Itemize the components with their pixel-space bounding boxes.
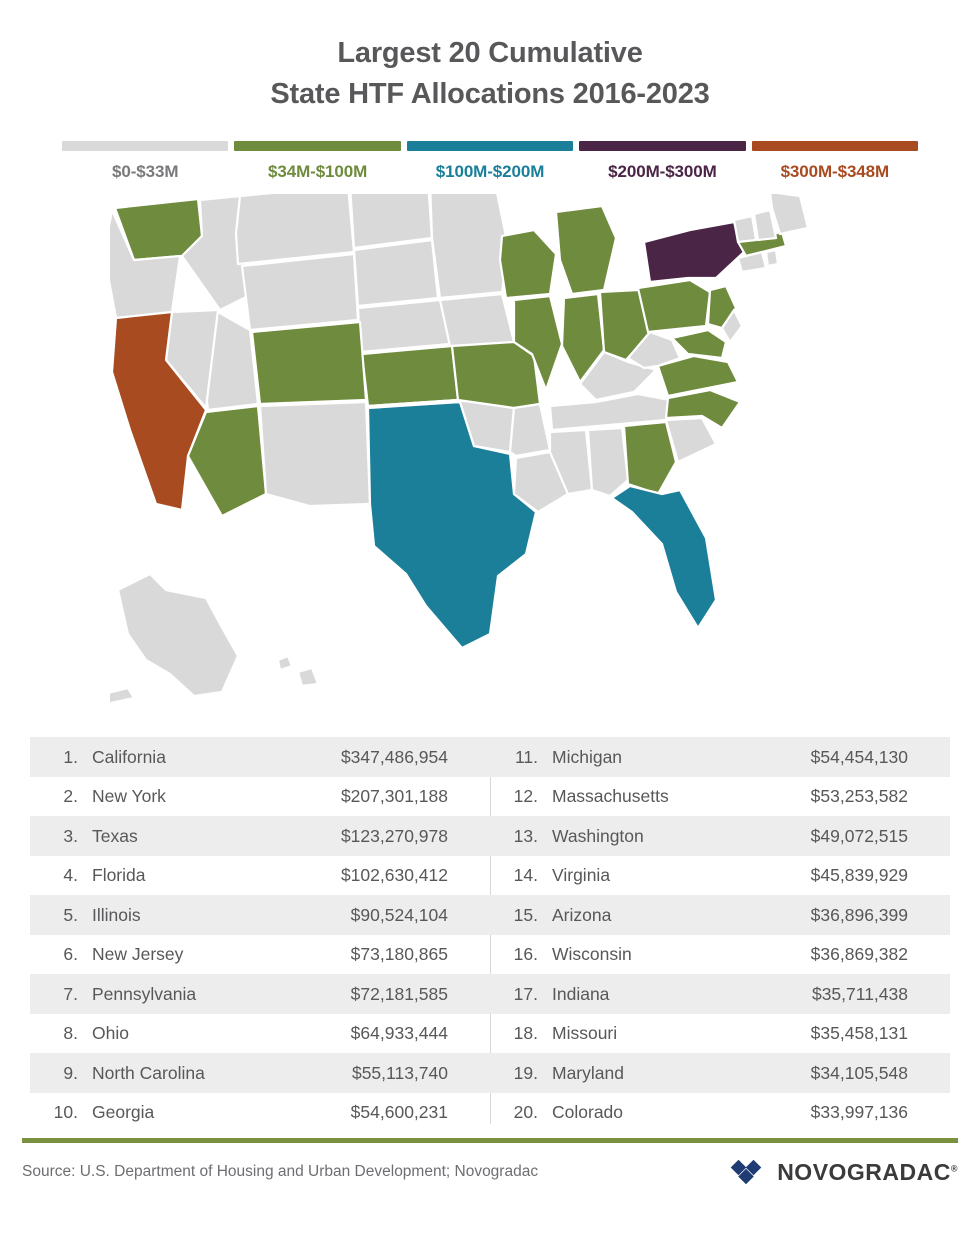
state-MN: [430, 194, 508, 298]
allocation-amount: $49,072,515: [810, 825, 908, 846]
table-row: [30, 1093, 490, 1133]
state-name: Colorado: [552, 1102, 624, 1123]
legend: [62, 141, 918, 182]
table-row: [30, 935, 490, 975]
legend-swatch-4: [752, 141, 918, 151]
rank: 7.: [63, 983, 78, 1004]
legend-item-2: [407, 141, 573, 182]
state-name: Pennsylvania: [92, 983, 197, 1004]
rank: 11.: [514, 746, 538, 767]
state-name: Illinois: [92, 904, 141, 925]
state-FL: [612, 486, 716, 628]
state-MO: [452, 342, 540, 408]
table-row: [490, 856, 950, 896]
legend-swatch-2: [407, 141, 573, 151]
legend-label-3: $200M-$300M: [608, 162, 717, 182]
state-name: New Jersey: [92, 944, 184, 965]
allocation-amount: $72,181,585: [350, 983, 448, 1004]
table-row: [30, 974, 490, 1014]
rank: 16.: [513, 944, 538, 965]
allocation-amount: $36,896,399: [810, 904, 908, 925]
state-RI: [766, 250, 778, 266]
title-line-1: Largest 20 Cumulative: [337, 37, 643, 69]
table-row: [490, 935, 950, 975]
rank: 13.: [513, 825, 538, 846]
rank: 4.: [63, 865, 78, 886]
legend-swatch-1: [234, 141, 400, 151]
rank: 15.: [513, 904, 538, 925]
state-NE: [358, 300, 450, 352]
allocation-amount: $90,524,104: [350, 904, 448, 925]
state-GA: [624, 422, 676, 494]
footer: [22, 1143, 958, 1201]
source-note: Source: U.S. Department of Housing and Urban Development; Novogradac: [22, 1163, 539, 1181]
state-HI: [278, 656, 292, 670]
page-title: [0, 0, 980, 115]
state-name: Georgia: [92, 1102, 155, 1123]
state-SD: [354, 240, 438, 306]
logo-wordmark: NOVOGRADAC®: [777, 1158, 958, 1185]
rank: 8.: [63, 1023, 78, 1044]
state-name: Virginia: [552, 865, 611, 886]
table-row: [490, 1053, 950, 1093]
logo-wordmark-text: NOVOGRADAC: [777, 1158, 951, 1185]
allocation-amount: $36,869,382: [810, 944, 908, 965]
state-name: Massachusetts: [552, 786, 669, 807]
state-KS: [362, 346, 458, 406]
legend-item-0: [62, 141, 228, 182]
allocation-amount: $347,486,954: [340, 746, 448, 767]
allocations-table: [30, 737, 950, 1132]
us-choropleth-map: [0, 194, 980, 729]
rank: 17.: [513, 983, 538, 1004]
allocation-amount: $64,933,444: [350, 1023, 448, 1044]
table-row: [490, 816, 950, 856]
table-column-right: [490, 737, 950, 1132]
state-NM: [260, 402, 370, 506]
state-MI: [556, 206, 616, 294]
state-name: North Carolina: [92, 1062, 205, 1083]
state-name: California: [92, 746, 166, 767]
state-VT: [734, 216, 756, 242]
allocation-amount: $123,270,978: [340, 825, 448, 846]
state-HI-2: [298, 668, 318, 686]
title-line-2: State HTF Allocations 2016-2023: [270, 78, 710, 111]
table-row: [490, 777, 950, 817]
allocation-amount: $53,253,582: [810, 786, 908, 807]
table-row: [490, 974, 950, 1014]
allocation-amount: $35,711,438: [811, 983, 908, 1004]
table-row: [30, 856, 490, 896]
state-name: Wisconsin: [552, 944, 632, 965]
rank: 10.: [53, 1102, 78, 1123]
state-name: Ohio: [92, 1023, 129, 1044]
allocation-amount: $102,630,412: [340, 865, 448, 886]
state-MT: [236, 194, 354, 264]
legend-label-2: $100M-$200M: [435, 162, 545, 182]
state-name: Indiana: [552, 983, 610, 1004]
state-ME: [770, 194, 808, 234]
legend-label-1: $34M-$100M: [268, 162, 368, 182]
rank: 19.: [513, 1062, 538, 1083]
table-row: [30, 777, 490, 817]
allocation-amount: $73,180,865: [350, 944, 448, 965]
allocation-amount: $54,600,231: [350, 1102, 448, 1123]
novogradac-logo: [726, 1155, 958, 1190]
allocation-amount: $34,105,548: [810, 1062, 908, 1083]
legend-item-3: [579, 141, 745, 182]
state-name: Arizona: [552, 904, 612, 925]
state-IA: [440, 294, 514, 346]
state-name: Missouri: [552, 1023, 618, 1044]
rank: 5.: [63, 904, 78, 925]
state-WI: [500, 230, 556, 298]
state-PA: [638, 280, 710, 332]
state-name: Washington: [552, 825, 644, 846]
rank: 6.: [63, 944, 78, 965]
rank: 2.: [63, 786, 78, 807]
state-ND: [350, 194, 432, 248]
table-row: [30, 1053, 490, 1093]
allocation-amount: $55,113,740: [351, 1062, 448, 1083]
state-name: Maryland: [552, 1062, 624, 1083]
state-WY: [242, 254, 358, 330]
legend-item-1: [234, 141, 400, 182]
allocation-amount: $33,997,136: [810, 1102, 908, 1123]
legend-label-0: $0-$33M: [112, 162, 179, 182]
state-CO: [252, 322, 366, 404]
state-AK: [118, 574, 238, 696]
state-MD: [672, 330, 726, 358]
diamond-logo-icon: [726, 1155, 768, 1190]
table-row: [30, 1014, 490, 1054]
state-name: Texas: [92, 825, 138, 846]
state-AL: [588, 428, 628, 496]
state-name: Michigan: [552, 746, 623, 767]
table-column-left: [30, 737, 490, 1132]
table-row: [490, 1014, 950, 1054]
allocation-amount: $207,301,188: [340, 786, 448, 807]
rank: 14.: [513, 865, 538, 886]
state-NY: [644, 222, 744, 282]
rank: 20.: [513, 1102, 538, 1123]
allocation-amount: $35,458,131: [810, 1023, 908, 1044]
allocation-amount: $54,454,130: [810, 746, 908, 767]
table-row: [30, 737, 490, 777]
rank: 9.: [63, 1062, 78, 1083]
legend-label-4: $300M-$348M: [780, 162, 890, 182]
rank: 12.: [513, 786, 538, 807]
legend-item-4: [752, 141, 918, 182]
table-row: [490, 895, 950, 935]
state-name: Florida: [92, 865, 146, 886]
table-row: [30, 895, 490, 935]
rank: 18.: [513, 1023, 538, 1044]
rank: 1.: [63, 746, 78, 767]
legend-swatch-0: [62, 141, 228, 151]
allocation-amount: $45,839,929: [810, 865, 908, 886]
rank: 3.: [63, 825, 78, 846]
state-NH: [754, 210, 776, 240]
state-name: New York: [92, 786, 166, 807]
legend-swatch-3: [579, 141, 745, 151]
table-row: [30, 816, 490, 856]
state-AR: [510, 404, 550, 456]
state-AK-islands: [110, 688, 134, 704]
table-row: [490, 737, 950, 777]
table-row: [490, 1093, 950, 1133]
